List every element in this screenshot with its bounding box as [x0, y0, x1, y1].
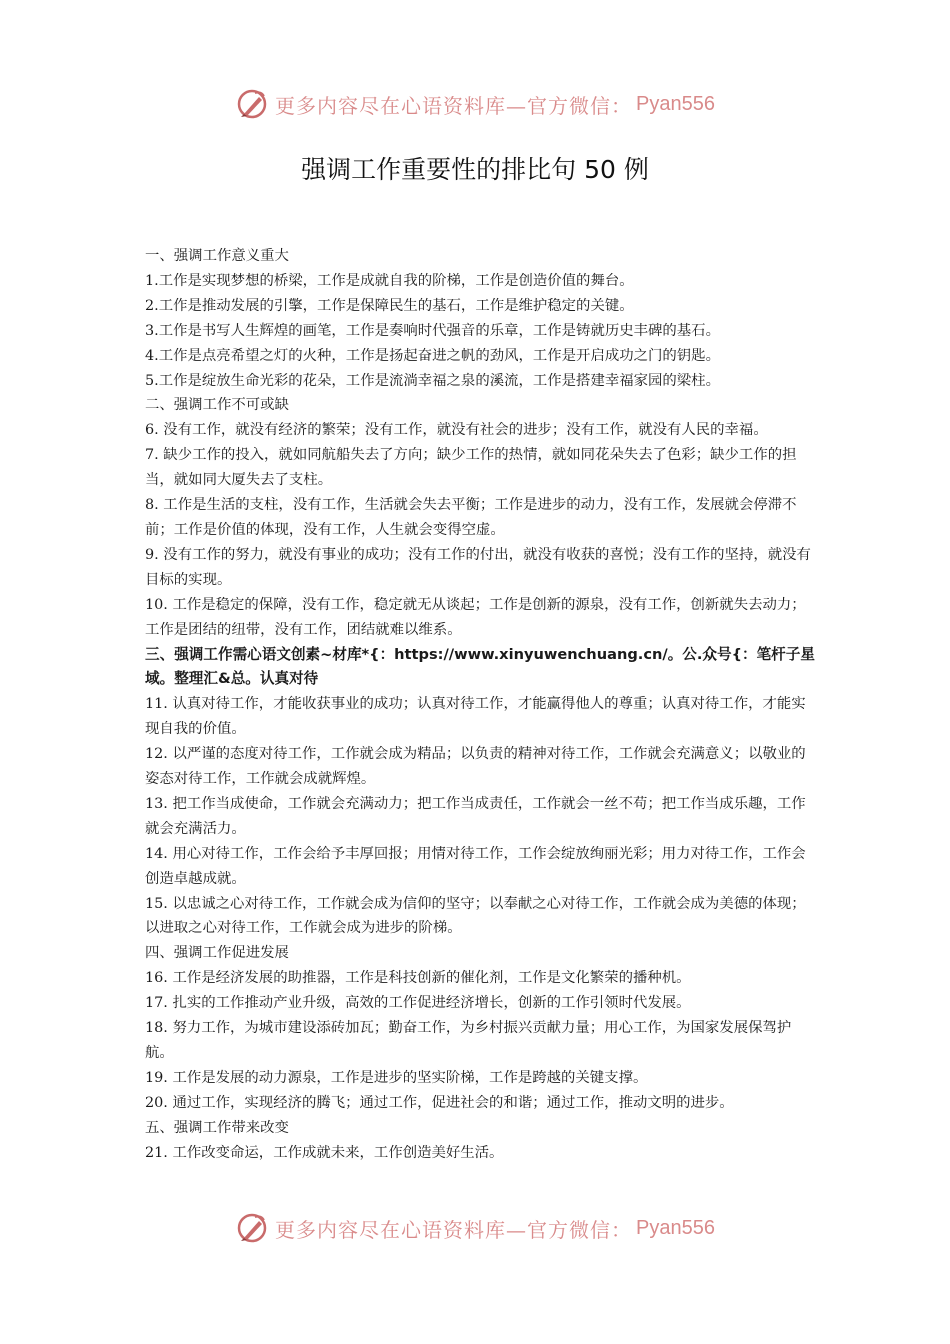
- banner-wechat-id: Pyan556: [636, 92, 715, 115]
- list-item: 4.工作是点亮希望之灯的火种，工作是扬起奋进之帆的劲风，工作是开启成功之门的钥匙。: [145, 347, 720, 364]
- footer-banner: [0, 1206, 950, 1250]
- section-heading: 二、强调工作不可或缺: [145, 397, 289, 414]
- pen-logo-icon: [235, 1211, 269, 1245]
- list-item: 11. 认真对待工作，才能收获事业的成功；认真对待工作，才能赢得他人的尊重；认真对待工作，才能实现自我的价值。: [145, 696, 806, 738]
- list-item: 15. 以忠诚之心对待工作，工作就会成为信仰的坚守；以奉献之心对待工作，工作就会成为美德的体现；以进取之心对待工作，工作就会成为进步的阶梯。: [145, 895, 806, 937]
- page-title: 强调工作重要性的排比句 50 例: [301, 155, 649, 184]
- list-item: 18. 努力工作，为城市建设添砖加瓦；勤奋工作，为乡村振兴贡献力量；用心工作，为国家发展保驾护航。: [145, 1020, 792, 1061]
- section-heading: 四、强调工作促进发展: [145, 945, 289, 962]
- section-heading: 五、强调工作带来改变: [145, 1119, 289, 1136]
- list-item: 21. 工作改变命运，工作成就未来，工作创造美好生活。: [145, 1144, 504, 1161]
- list-item: 6. 没有工作，就没有经济的繁荣；没有工作，就没有社会的进步；没有工作，就没有人民的幸福。: [145, 422, 768, 439]
- list-item: 20. 通过工作，实现经济的腾飞；通过工作，促进社会的和谐；通过工作，推动文明的进步。: [145, 1094, 734, 1111]
- list-item: 12. 以严谨的态度对待工作，工作就会成为精品；以负责的精神对待工作，工作就会充满意义；以敬业的姿态对待工作，工作就会成就辉煌。: [145, 746, 806, 788]
- list-item: 10. 工作是稳定的保障，没有工作，稳定就无从谈起；工作是创新的源泉，没有工作，创新就失去动力；工作是团结的纽带，没有工作，团结就难以维系。: [145, 596, 806, 638]
- list-item: 1.工作是实现梦想的桥梁，工作是成就自我的阶梯，工作是创造价值的舞台。: [145, 272, 634, 289]
- list-item: 13. 把工作当成使命，工作就会充满动力；把工作当成责任，工作就会一丝不苟；把工作当成乐趣，工作就会充满活力。: [145, 795, 806, 837]
- list-item: 8. 工作是生活的支柱，没有工作，生活就会失去平衡；工作是进步的动力，没有工作，发展就会停滞不前；工作是价值的体现，没有工作，人生就会变得空虚。: [145, 497, 797, 538]
- list-item: 2.工作是推动发展的引擎，工作是保障民生的基石，工作是维护稳定的关键。: [145, 297, 634, 314]
- list-item: 17. 扎实的工作推动产业升级，高效的工作促进经济增长，创新的工作引领时代发展。: [145, 995, 691, 1012]
- banner-wechat-id: Pyan556: [636, 1216, 715, 1239]
- banner-text: 更多内容尽在心语资料库—官方微信：: [275, 93, 633, 118]
- list-item: 7. 缺少工作的投入，就如同航船失去了方向；缺少工作的热情，就如同花朵失去了色彩；缺少工作的担当，就如同大厦失去了支柱。: [145, 447, 797, 489]
- list-item: 14. 用心对待工作，工作会给予丰厚回报；用情对待工作，工作会绽放绚丽光彩；用力对待工作，工作会创造卓越成就。: [145, 845, 806, 887]
- list-item: 19. 工作是发展的动力源泉，工作是进步的坚实阶梯，工作是跨越的关键支撑。: [145, 1069, 648, 1086]
- header-banner: [0, 82, 950, 126]
- banner-text: 更多内容尽在心语资料库—官方微信：: [275, 1217, 633, 1242]
- section-heading: 三、强调工作需心语文创素~材库*{：https://www.xinyuwenchuang.cn/。公.众号{：笔杆子星域。整理汇&总。认真对待: [145, 645, 815, 688]
- document-body: [145, 244, 817, 1166]
- pen-logo-icon: [235, 87, 269, 121]
- list-item: 9. 没有工作的努力，就没有事业的成功；没有工作的付出，就没有收获的喜悦；没有工作的坚持，就没有目标的实现。: [145, 546, 811, 588]
- list-item: 5.工作是绽放生命光彩的花朵，工作是流淌幸福之泉的溪流，工作是搭建幸福家园的梁柱。: [145, 372, 720, 389]
- list-item: 3.工作是书写人生辉煌的画笔，工作是奏响时代强音的乐章，工作是铸就历史丰碑的基石。: [145, 322, 720, 339]
- section-heading: 一、强调工作意义重大: [145, 248, 289, 264]
- list-item: 16. 工作是经济发展的助推器，工作是科技创新的催化剂，工作是文化繁荣的播种机。: [145, 970, 691, 987]
